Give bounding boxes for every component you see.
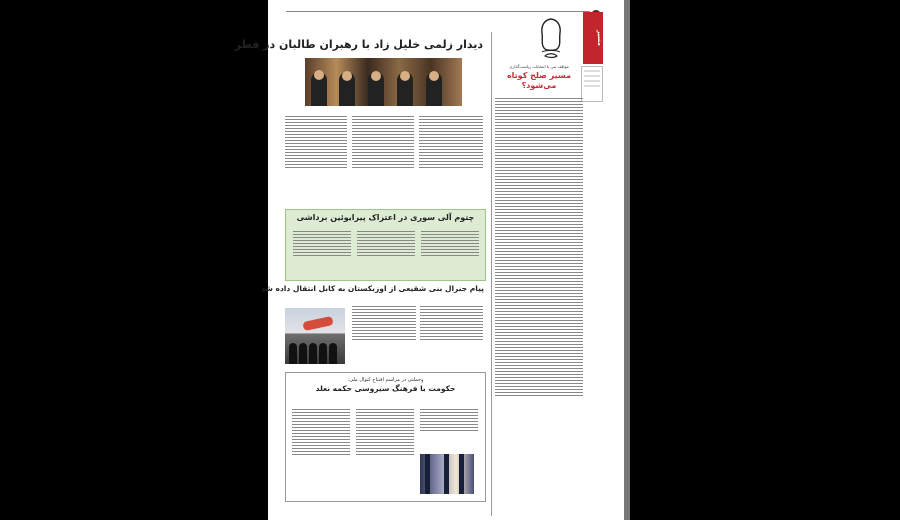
photo-person (299, 343, 307, 364)
right-column (495, 40, 583, 510)
article-text-column (352, 114, 414, 204)
article-text-column (285, 114, 347, 204)
bottom-text-column (292, 407, 350, 495)
column-divider (491, 32, 492, 516)
photo-person (289, 343, 297, 364)
masthead-meta-box (581, 66, 603, 102)
article-text-column (352, 304, 416, 368)
right-headline-line-2: می‌شود؟ (521, 81, 557, 90)
highlight-box-headline: چتوم آلی سوری در اعتراک پیرایوئین برداشی (296, 213, 475, 222)
aircraft-photo (285, 308, 345, 364)
photo-person (459, 454, 464, 494)
photo-person (309, 343, 317, 364)
highlight-text-column (357, 229, 415, 275)
bottom-text-column (420, 407, 478, 451)
photo-face (342, 71, 352, 81)
photo-person (319, 343, 327, 364)
photo-person (329, 343, 337, 364)
article-text-column (420, 304, 483, 368)
photo-face (429, 71, 439, 81)
main-headline: دیدار زلمی خلیل زاد با رهبران طالبان در قطر (234, 38, 483, 51)
highlight-box (285, 209, 486, 281)
masthead-block: مسیر (583, 12, 603, 64)
bottom-headline: حکومت با فرهنگ سیروسی حکمه نعلد (315, 384, 456, 393)
top-rule (286, 11, 590, 12)
bottom-kicker: وحملتی در مراسم افتتاح کتوال ملی: (347, 377, 424, 383)
mid-headline: پیام جنرال بنی شقیعی از اوزبکستان به کابل انتقال داده شد (261, 284, 484, 293)
highlight-text-column (293, 229, 351, 275)
main-photo (305, 58, 462, 106)
article-text-column (419, 114, 483, 204)
aircraft-icon (302, 316, 333, 331)
bottom-text-column (356, 407, 414, 495)
right-kicker: مواقف بنی با انتخابات ریاست‌گذاری (509, 64, 569, 69)
photo-face (314, 70, 324, 80)
photo-person (425, 454, 430, 494)
photo-face (400, 71, 410, 81)
right-headline-line-1: مسیر صلح کوتاه (506, 71, 572, 80)
photo-face (371, 71, 381, 81)
right-article-text (495, 98, 583, 508)
bottom-photo (420, 454, 474, 494)
highlight-text-column (421, 229, 479, 275)
photo-person (444, 454, 449, 494)
newspaper-page (234, 0, 630, 520)
